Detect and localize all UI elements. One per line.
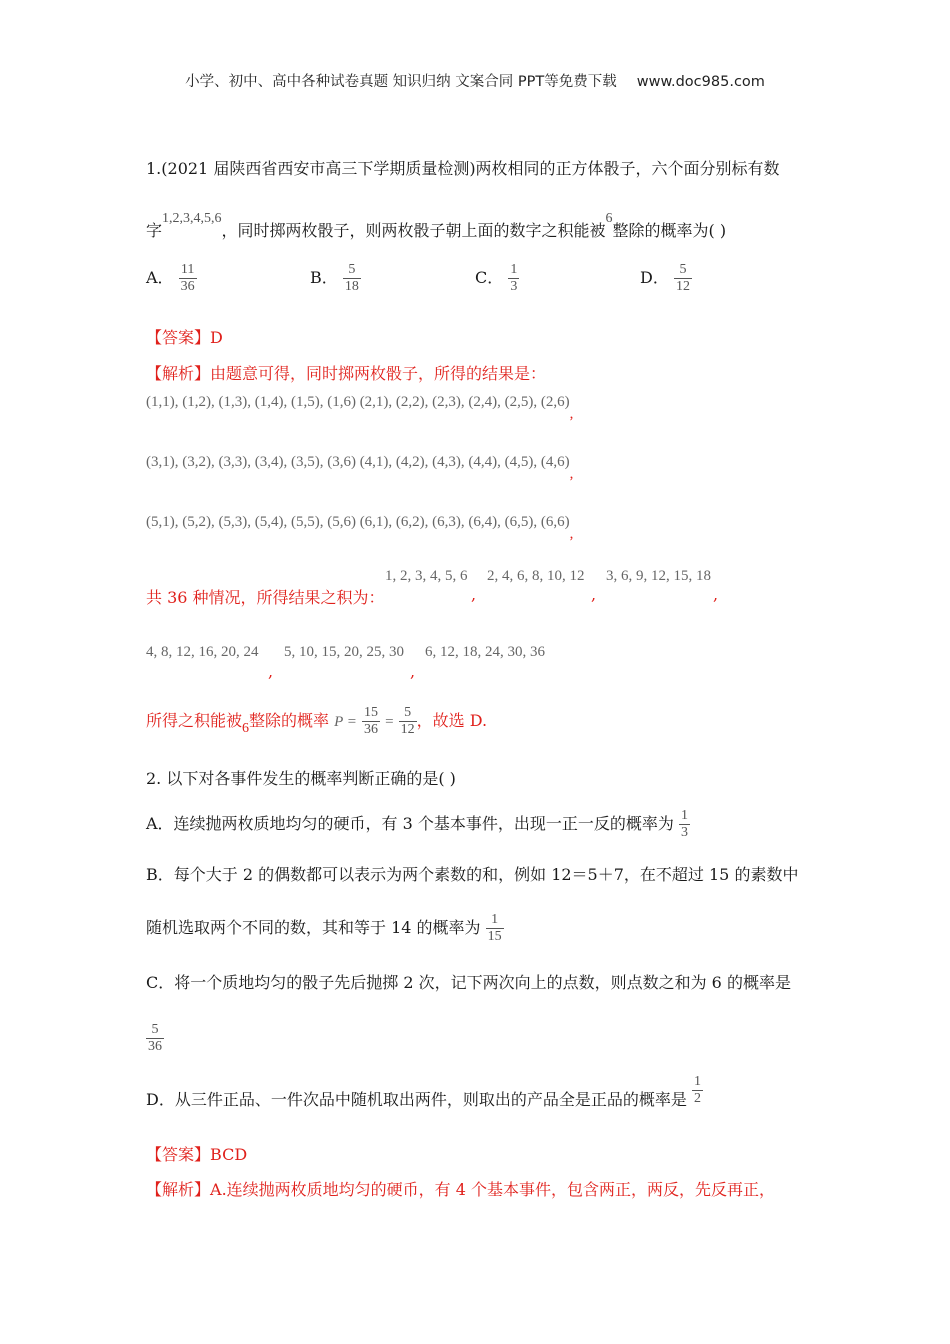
fraction: $\frac{5}{12}$ (675, 262, 690, 295)
products-5: 5, 10, 15, 20, 25, 30 (284, 644, 404, 660)
products-2: 2, 4, 6, 8, 10, 12 (487, 568, 585, 584)
q2-option-b-line2: 随机选取两个不同的数，其和等于 14 的概率为 $\frac{1}{15}$ (146, 912, 502, 945)
q1-line1: 1.(2021 届陕西省西安市高三下学期质量检测)两枚相同的正方体骰子，六个面分别标有数 (146, 159, 780, 178)
q1-analysis: 【解析】由题意可得，同时掷两枚骰子，所得的结果是： (146, 364, 547, 383)
q2-answer: 【答案】BCD (146, 1145, 248, 1164)
products-4: 4, 8, 12, 16, 20, 24 (146, 644, 259, 660)
q2-analysis: 【解析】A.连续抛两枚质地均匀的硬币，有 4 个基本事件，包含两正，两反，先反再正， (146, 1180, 776, 1199)
q1-line2: 字1,2,3,4,5,6，同时掷两枚骰子，则两枚骰子朝上面的数字之积能被6整除的概率为( ) (146, 211, 727, 240)
products-3: 3, 6, 9, 12, 15, 18 (606, 568, 711, 584)
q1-conclusion: 所得之积能被6整除的概率 P = $\frac{15}{36}$ = $\frac{5}{12}$ ，故选 D. (146, 705, 488, 738)
fraction: $\frac{1}{15}$ (487, 912, 502, 945)
fraction: $\frac{5}{36}$ (148, 1022, 162, 1055)
q1-option-c: C． $\frac{1}{3}$ (475, 262, 518, 295)
products-1: 1, 2, 3, 4, 5, 6 (385, 568, 468, 584)
dice-face-set: 1,2,3,4,5,6 (162, 211, 222, 226)
fraction: $\frac{11}{36}$ (180, 262, 195, 295)
q1-count-text: 共 36 种情况，所得结果之积为： (146, 588, 385, 607)
fraction: $\frac{1}{3}$ (510, 262, 518, 295)
q2-option-c-fraction (146, 1022, 164, 1055)
fraction: $\frac{1}{2}$ (693, 1074, 701, 1107)
q1-option-d: D． $\frac{5}{12}$ (640, 262, 690, 295)
q2-title: 2. 以下对各事件发生的概率判断正确的是( ) (146, 769, 456, 788)
header-text: 小学、初中、高中各种试卷真题 知识归纳 文案合同 PPT等免费下载 (185, 74, 617, 90)
q1-option-b: B． $\frac{5}{18}$ (310, 262, 359, 295)
pairs-row-2: (3,1), (3,2), (3,3), (3,4), (3,5), (3,6) (4,1), (4,2), (4,3), (4,4), (4,5), (4,6), (146, 454, 574, 482)
fraction: $\frac{1}{3}$ (681, 808, 689, 841)
fraction: $\frac{5}{18}$ (344, 262, 359, 295)
page-header (0, 70, 950, 91)
q1-option-a: A． $\frac{11}{36}$ (146, 262, 195, 295)
q1-answer: 【答案】D (146, 328, 223, 347)
q2-option-b-line1: B．每个大于 2 的偶数都可以表示为两个素数的和，例如 12＝5＋7，在不超过 15 的素数中 (146, 865, 799, 884)
q2-option-c-line1: C．将一个质地均匀的骰子先后抛掷 2 次，记下两次向上的点数，则点数之和为 6 的概率是 (146, 973, 791, 992)
header-url: www.doc985.com (636, 74, 765, 90)
q2-option-a: A．连续抛两枚质地均匀的硬币，有 3 个基本事件，出现一正一反的概率为 $\frac{1}{3}$ (146, 808, 689, 841)
fraction: $\frac{15}{36}$ (363, 705, 378, 738)
pairs-row-1: (1,1), (1,2), (1,3), (1,4), (1,5), (1,6) (2,1), (2,2), (2,3), (2,4), (2,5), (2,6), (146, 394, 574, 422)
fraction: $\frac{5}{12}$ (400, 705, 415, 738)
products-6: 6, 12, 18, 24, 30, 36 (425, 644, 545, 660)
q2-option-d: D．从三件正品、一件次品中随机取出两件，则取出的产品全是正品的概率是 $\frac{1}{2}$ (146, 1074, 701, 1110)
pairs-row-3: (5,1), (5,2), (5,3), (5,4), (5,5), (5,6) (6,1), (6,2), (6,3), (6,4), (6,5), (6,6), (146, 514, 574, 542)
